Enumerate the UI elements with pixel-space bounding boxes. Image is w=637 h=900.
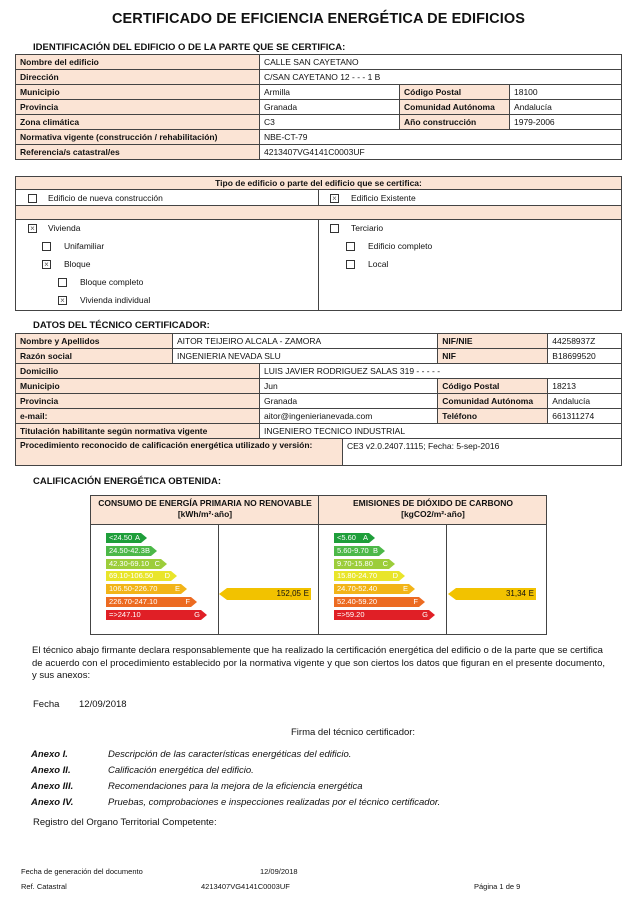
building-normativa: NBE-CT-79 [260, 130, 622, 145]
band-range: 226.70-247.10 [109, 597, 158, 606]
anexo-desc: Descripción de las características energéticas del edificio. [108, 749, 352, 760]
anexo-desc: Pruebas, comprobaciones e inspecciones realizadas por el técnico certificador. [108, 797, 441, 808]
label: Procedimiento reconocido de calificación energética utilizado y versión: [16, 439, 343, 466]
label: Provincia [16, 394, 173, 409]
band-letter: E [174, 584, 180, 594]
rating-band-c [106, 559, 161, 569]
label: Normativa vigente (construcción / rehabilitación) [16, 130, 260, 145]
band-arrow [419, 597, 425, 607]
anexo-desc: Calificación energética del edificio. [108, 765, 254, 776]
registro-label: Registro del Organo Territorial Competente: [33, 817, 217, 828]
edificio-completo-checkbox[interactable] [346, 242, 355, 251]
tecnico-titulacion: INGENIERO TECNICO INDUSTRIAL [260, 424, 622, 439]
band-arrow [191, 597, 197, 607]
bloque-completo-checkbox[interactable] [58, 278, 67, 287]
unifamiliar-checkbox[interactable] [42, 242, 51, 251]
band-arrow [171, 571, 177, 581]
anexo-key: Anexo IV. [31, 797, 74, 808]
band-arrow [161, 559, 167, 569]
building-heading: IDENTIFICACIÓN DEL EDIFICIO O DE LA PARTE QUE SE CERTIFICA: [33, 42, 346, 53]
consumo-pointer [227, 588, 311, 600]
tecnico-nif2: B18699520 [548, 349, 622, 364]
band-range: 24.50-42.3 [109, 545, 145, 555]
label: Teléfono [438, 409, 548, 424]
band-range: 9.70-15.80 [337, 558, 373, 568]
band-letter: B [144, 545, 150, 555]
band-arrow [399, 571, 405, 581]
band-range: 69.10-106.50 [109, 571, 154, 581]
band-range: <24.50 [109, 533, 133, 542]
terciario-checkbox[interactable] [330, 224, 339, 233]
building-name: CALLE SAN CAYETANO [260, 55, 622, 70]
label: Nombre y Apellidos [16, 334, 173, 349]
band-range: 5.60-9.70 [337, 545, 369, 555]
label: Referencia/s catastral/es [16, 145, 260, 160]
vivienda-checkbox[interactable]: × [28, 224, 37, 233]
nueva-checkbox[interactable] [28, 194, 37, 203]
building-municipio: Armilla [260, 85, 400, 100]
label: e-mail: [16, 409, 173, 424]
label: Titulación habilitante según normativa vigente [16, 424, 260, 439]
label: Código Postal [438, 379, 548, 394]
band-arrow [151, 546, 157, 556]
bloque-checkbox[interactable]: × [42, 260, 51, 269]
anexo-key: Anexo I. [31, 749, 68, 760]
rating-band-d [334, 571, 399, 581]
band-letter: B [372, 545, 378, 555]
rating-band-f [106, 597, 191, 607]
label: Nombre del edificio [16, 55, 260, 70]
tecnico-nif: 44258937Z [548, 334, 622, 349]
label: Código Postal [400, 85, 510, 100]
tecnico-tel: 661311274 [548, 409, 622, 424]
label: NIF/NIE [438, 334, 548, 349]
emisiones-value: 31,34 [505, 589, 526, 598]
tecnico-email[interactable]: aitor@ingenierianevada.com [260, 409, 438, 424]
label: Dirección [16, 70, 260, 85]
firma-label: Firma del técnico certificador: [291, 727, 416, 738]
consumo-letter: E [303, 589, 309, 598]
band-arrow [141, 533, 147, 543]
band-letter: F [185, 597, 190, 606]
anexo-key: Anexo III. [31, 781, 74, 792]
label: Provincia [16, 100, 260, 115]
footer-ref-label: Ref. Catastral [21, 882, 67, 891]
procedimiento-table [15, 438, 622, 466]
terciario-label: Terciario [351, 223, 384, 233]
band-range: =>59.20 [337, 609, 365, 619]
rating-band-g [106, 610, 201, 620]
emisiones-letter: E [528, 589, 534, 598]
emisiones-title: EMISIONES DE DIÓXIDO DE CARBONO [kgCO2/m²·año] [352, 498, 514, 519]
calificacion-heading: CALIFICACIÓN ENERGÉTICA OBTENIDA: [33, 476, 222, 487]
band-letter: G [194, 609, 200, 619]
band-range: =>247.10 [109, 609, 141, 619]
tipo-heading: Tipo de edificio o parte del edificio que se certifica: [16, 177, 621, 190]
footer-page: Página 1 de 9 [474, 882, 521, 891]
band-arrow [389, 559, 395, 569]
building-ano: 1979-2006 [510, 115, 622, 130]
rating-band-g [334, 610, 429, 620]
band-arrow [379, 546, 385, 556]
declaracion-text: El técnico abajo firmante declara responsablemente que ha realizado la certificación energética del edificio o de la parte que se certifica de acuerdo con el procedimiento establecido por la normativa vigente y que son ciertos los datos que figuran en el presente documento, y sus anexos: [32, 645, 605, 681]
label: Zona climática [16, 115, 260, 130]
band-letter: F [413, 597, 418, 606]
band-arrow [429, 610, 435, 620]
band-range: <5.60 [337, 533, 356, 542]
page-title: CERTIFICADO DE EFICIENCIA ENERGÉTICA DE EDIFICIOS [111, 11, 526, 27]
tecnico-procedimiento: CE3 v2.0.2407.1115; Fecha: 5-sep-2016 [343, 439, 622, 466]
consumo-title: CONSUMO DE ENERGÍA PRIMARIA NO RENOVABLE [kWh/m²·año] [98, 498, 312, 519]
building-address: C/SAN CAYETANO 12 - - - 1 B [260, 70, 622, 85]
band-range: 52.40-59.20 [337, 597, 378, 606]
tecnico-provincia: Granada [260, 394, 438, 409]
anexo-key: Anexo II. [31, 765, 71, 776]
local-checkbox[interactable] [346, 260, 355, 269]
rating-band-e [334, 584, 409, 594]
rating-band-d [106, 571, 171, 581]
band-letter: C [154, 558, 160, 568]
fecha-value: 12/09/2018 [79, 699, 127, 710]
label: Domicilio [16, 364, 173, 379]
band-letter: A [362, 533, 368, 542]
anexo-desc: Recomendaciones para la mejora de la eficiencia energética [108, 781, 363, 792]
band-letter: D [392, 571, 398, 581]
band-letter: C [382, 558, 388, 568]
tecnico-cp: 18213 [548, 379, 622, 394]
rating-band-b [106, 546, 151, 556]
vivienda-individual-label: Vivienda individual [80, 295, 151, 305]
label: Razón social [16, 349, 173, 364]
tecnico-domicilio: LUIS JAVIER RODRIGUEZ SALAS 319 - - - - - [260, 364, 622, 379]
band-range: 15.80-24.70 [337, 571, 378, 581]
fecha-label: Fecha [33, 699, 60, 710]
label: Comunidad Autónoma [438, 394, 548, 409]
consumo-value: 152,05 [276, 589, 301, 598]
building-provincia: Granada [260, 100, 400, 115]
tecnico-nombre: AITOR TEIJEIRO ALCALA - ZAMORA [173, 334, 438, 349]
tecnico-ca: Andalucía [548, 394, 622, 409]
existente-checkbox[interactable]: × [330, 194, 339, 203]
edificio-completo-label: Edificio completo [368, 241, 433, 251]
footer-gen-date: 12/09/2018 [260, 867, 298, 876]
band-letter: D [164, 571, 170, 581]
tecnico-razon: INGENIERIA NEVADA SLU [173, 349, 438, 364]
building-zona: C3 [260, 115, 400, 130]
band-letter: A [134, 533, 140, 542]
rating-band-f [334, 597, 419, 607]
label: Municipio [16, 379, 173, 394]
nueva-label: Edificio de nueva construcción [48, 193, 163, 203]
rating-band-b [334, 546, 379, 556]
tecnico-table [15, 333, 622, 439]
band-range: 42.30-69.10 [109, 558, 150, 568]
rating-band-a [334, 533, 369, 543]
label: Comunidad Autónoma [400, 100, 510, 115]
label: Municipio [16, 85, 260, 100]
bloque-label: Bloque [64, 259, 91, 269]
vivienda-individual-checkbox[interactable]: × [58, 296, 67, 305]
rating-band-e [106, 584, 181, 594]
building-cp: 18100 [510, 85, 622, 100]
local-label: Local [368, 259, 389, 269]
unifamiliar-label: Unifamiliar [64, 241, 105, 251]
bloque-completo-label: Bloque completo [80, 277, 144, 287]
band-range: 106.50-226.70 [109, 584, 158, 594]
band-letter: E [402, 584, 408, 594]
band-range: 24.70-52.40 [337, 584, 378, 594]
label: NIF [438, 349, 548, 364]
band-letter: G [422, 609, 428, 619]
building-ca: Andalucía [510, 100, 622, 115]
vivienda-label: Vivienda [48, 223, 81, 233]
rating-band-c [334, 559, 389, 569]
building-ref: 4213407VG4141C0003UF [260, 145, 622, 160]
building-table [15, 54, 622, 160]
tecnico-municipio: Jun [260, 379, 438, 394]
emisiones-pointer [456, 588, 536, 600]
band-arrow [201, 610, 207, 620]
footer-ref: 4213407VG4141C0003UF [201, 882, 290, 891]
band-arrow [409, 584, 415, 594]
band-arrow [181, 584, 187, 594]
tecnico-heading: DATOS DEL TÉCNICO CERTIFICADOR: [33, 320, 210, 331]
rating-band-a [106, 533, 141, 543]
band-arrow [369, 533, 375, 543]
footer-gen-label: Fecha de generación del documento [21, 867, 143, 876]
existente-label: Edificio Existente [351, 193, 416, 203]
label: Año construcción [400, 115, 510, 130]
